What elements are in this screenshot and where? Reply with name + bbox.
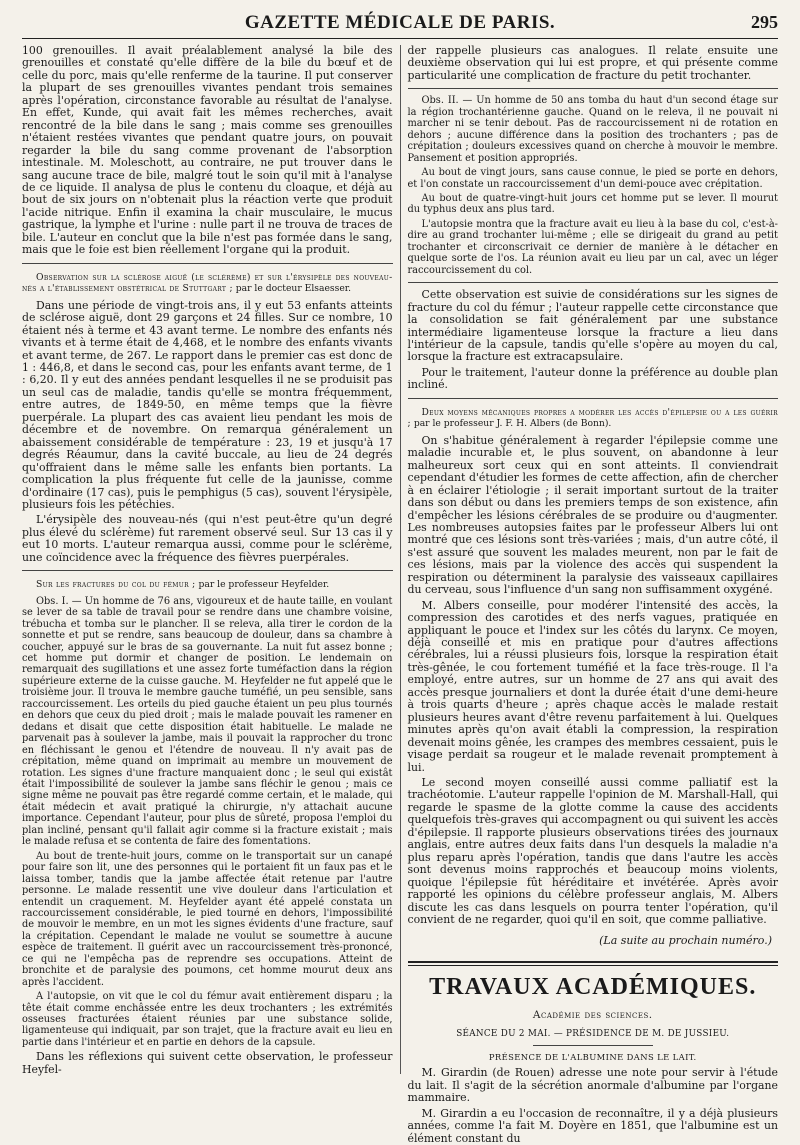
continuation-note: (La suite au prochain numéro.) [599, 934, 772, 948]
subsection-title: PRÉSENCE DE L'ALBUMINE DANS LE LAIT. [488, 1052, 697, 1063]
paragraph: Obs. II. — Un homme de 50 ans tomba du haut d'un second étage sur la région trochantérienne gauche. Quand on le releva, il ne pouvait ni marcher ni se tenir debout. Pas de raccourcissement ni de rotation en dehors ; aucune différence dans la position des trochanters ; pas de crépitation ; douleurs excessives quand on cherche à mouvoir le membre. Pansement et position appropriés. [407, 95, 778, 164]
section-heading-author: par le professeur J. F. H. Albers (de Bonn). [410, 418, 612, 430]
paragraph: A l'autopsie, on vit que le col du fémur avait entièrement disparu ; la tête était comme enchâssée entre les deux trochanters ; les extrémités osseuses fracturées étaient réunies par une substance solide, ligamenteuse qui indiquait, par son trajet, que la fracture avait eu lieu en partie dans l'intérieur et en partie en dehors de la capsule. [22, 991, 393, 1048]
section-divider [408, 88, 779, 89]
paragraph: Dans les réflexions qui suivent cette observation, le professeur Heyfel- [22, 1050, 393, 1076]
section-heading [408, 407, 779, 430]
paragraph: M. Girardin a eu l'occasion de reconnaître, il y a déjà plusieurs années, comme l'a fait M. Doyère en 1851, que l'albumine est un élément constant du [407, 1106, 778, 1145]
section-heading [22, 579, 393, 591]
paragraph: M. Girardin (de Rouen) adresse une note pour servir à l'étude du lait. Il s'agit de la sécrétion anormale d'albumine par l'organe mammaire. [407, 1066, 778, 1105]
paragraph: 100 grenouilles. Il avait préalablement analysé la bile des grenouilles et constaté qu'elle diffère de la bile du bœuf et de celle du porc, mais qu'elle renferme de la taurine. Il put conserver la plupart de ses grenouilles vivantes pendant trois semaines après l'opération, circonstance favorable au résultat de l'analyse. En effet, Kunde, qui avait fait les mêmes recherches, avait rencontré de la bile dans le sang ; mais comme ses grenouilles n'étaient restées vivantes que pendant quatre jours, on pouvait regarder la bile du sang comme provenant de l'absorption intestinale. M. Moleschott, au contraire, ne put trouver dans le sang aucune trace de bile, malgré tout le soin qu'il mit à l'analyse de ce liquide. Il analysa de plus le contenu du cloaque, et déjà au bout de six jours on n'obtenait plus la réaction verte que produit l'acide nitrique. Enfin il examina la chair musculaire, le mucus gastrique, la lymphe et l'urine : nulle part il ne trouva de traces de bile. L'auteur en conclut que la bile n'est pas formée dans le sang, mais que le foie est bien réellement l'organe qui la produit. [22, 44, 393, 257]
section-divider [22, 570, 393, 571]
section-divider [22, 263, 393, 264]
section-heading-author: par le docteur Elsaesser. [232, 283, 352, 295]
section-divider [408, 398, 779, 399]
paragraph: On s'habitue généralement à regarder l'épilepsie comme une maladie incurable et, le plus souvent, on abandonne à leur malheureux sort ceux qui en sont atteints. Il conviendrait cependant d'étudier les formes de cette affection, afin de chercher à en éclairer l'étiologie ; il serait important surtout de la traiter dans son début ou dans les premiers temps de son existence, afin d'empêcher les lésions cérébrales de se produire ou d'augmenter. Les nombreuses autopsies faites par le professeur Albers lui ont montré que ces lésions sont très-variées ; mais, d'un autre côté, il s'est assuré que souvent les malades meurent, non par le fait de ces lésions, mais par la violence des accès qui suspendent la respiration ou déterminent la paralysie des vaisseaux capillaires du cerveau, sous l'influence d'un sang non suffisamment oxygéné. [407, 433, 778, 597]
section-heading [22, 272, 393, 295]
page-number: 295 [751, 12, 778, 32]
page-header [22, 10, 778, 39]
section-divider [408, 282, 779, 283]
section-title: TRAVAUX ACADÉMIQUES. [429, 974, 757, 1001]
journal-title: GAZETTE MÉDICALE DE PARIS. [244, 12, 556, 33]
paragraph: L'érysipèle des nouveau-nés (qui n'est peut-être qu'un degré plus élevé du sclérème) fut rarement observé seul. Sur 13 cas il y eut 10 morts. L'auteur remarqua aussi, comme pour le sclérème, une coïncidence avec la fréquence des fièvres puerpérales. [22, 513, 393, 564]
paragraph: Au bout de vingt jours, sans cause connue, le pied se porte en dehors, et l'on constate un raccourcissement d'un demi-pouce avec crépitation. [407, 167, 778, 190]
columns [22, 44, 778, 1145]
paragraph: M. Albers conseille, pour modérer l'intensité des accès, la compression des carotides et des nerfs vagues, pratiquée en appliquant le pouce et l'index sur les côtés du larynx. Ce moyen, déjà conseillé et mis en pratique pour d'autres affections cérébrales, lui a réussi plusieurs fois, lorsque la respiration était très-gênée, le cou fortement tuméfié et la face très-rouge. Il l'a employé, entre autres, sur un homme de 27 ans qui avait des accès presque journaliers et dont la durée était d'une demi-heure à trois quarts d'heure ; après chaque accès le malade restait plusieurs heures avant d'être revenu parfaitement à lui. Quelques minutes après qu'on avait établi la compression, la respiration devenait moins gênée, les crampes des membres cessaient, puis le visage perdait sa rougeur et le malade revenait promptement à lui. [407, 598, 778, 774]
paragraph: Le second moyen conseillé aussi comme palliatif est la trachéotomie. L'auteur rappelle l'opinion de M. Marshall-Hall, qui regarde le spasme de la glotte comme la cause des accidents quelquefois très-graves qui accompagnent ou qui suivent les accès d'épilepsie. Il rapporte plusieurs observations tirées des journaux anglais, entre autres deux faits dans l'un desquels la maladie n'a plus reparu après l'opération, tandis que dans l'autre les accès sont devenus moins rapprochés et beaucoup moins violents, quoique l'épilepsie fût héréditaire et invétérée. Après avoir rapporté les opinions du célèbre professeur anglais, M. Albers discute les cas dans lesquels on pourra tenter l'opération, qu'il convient de ne regarder, quoi qu'il en soit, que comme palliative. [407, 776, 778, 926]
paragraph: Au bout de quatre-vingt-huit jours cet homme put se lever. Il mourut du typhus deux ans plus tard. [407, 192, 778, 216]
paragraph: Dans une période de vingt-trois ans, il y eut 53 enfants atteints de sclérose aiguë, dont 29 garçons et 24 filles. Sur ce nombre, 10 étaient nés à terme et 43 avant terme. Le nombre des enfants nés vivants et à terme était de 4,468, et le nombre des enfants vivants et avant terme, de 267. Le rapport dans le premier cas est donc de 1 : 446,8, et dans le second cas, pour les enfants avant terme, de 1 : 6,20. Il y eut des années pendant lesquelles il ne se produisit pas un seul cas de maladie, tandis qu'elle se montra fréquemment, entre autres, de 1849-50, en même temps que la fièvre puerpérale. La plupart des cas avaient lieu pendant les mois de décembre et de novembre. On remarqua généralement un abaissement considérable de température : 23, 19 et jusqu'à 17 degrés Réaumur, dans la cavité buccale, au lieu de 24 degrés qu'offraient dans le même salle les enfants bien portants. La complication la plus fréquente fut celle de la jaunisse, comme d'ordinaire (17 cas), puis le pemphigus (5 cas), souvent l'érysipèle, plusieurs fois les pétéchies. [22, 298, 393, 511]
session-line: SÉANCE DU 2 MAI. — PRÉSIDENCE DE M. DE JUSSIEU. [456, 1029, 730, 1040]
section-heading-title: Sur les fractures du col du fémur ; [36, 579, 196, 591]
section-heading-title: Observation sur la sclérose aiguë (le sclérème) et sur l'érysipèle des nouveau-nés a l'établissement obstétrical de Stuttgart ; [22, 271, 393, 295]
paragraph: L'autopsie montra que la fracture avait eu lieu à la base du col, c'est-à-dire au grand trochanter lui-même ; elle se dirigeait du grand au petit trochanter et circonscrivait ce dernier de manière à le détacher en quelque sorte de l'os. La réunion avait eu lieu par un cal, avec un léger raccourcissement du col. [407, 218, 778, 276]
section-heading-author: par le professeur Heyfelder. [195, 579, 330, 591]
section-subtitle: Académie des sciences. [532, 1009, 653, 1022]
paragraph: Cette observation est suivie de considérations sur les signes de fracture du col du fémur ; l'auteur rappelle cette circonstance que la consolidation se fait généralement par une substance intermédiaire ligamenteuse lorsque la fracture a lieu dans l'intérieur de la capsule, tandis qu'elle s'opère au moyen du cal, lorsque la fracture est extracapsulaire. [407, 288, 778, 364]
paragraph: der rappelle plusieurs cas analogues. Il relate ensuite une deuxième observation qui lui est propre, et qui présente comme particularité une complication de fracture du petit trochanter. [407, 44, 778, 82]
paragraph: Obs. I. — Un homme de 76 ans, vigoureux et de haute taille, en voulant se lever de sa table de travail pour se rendre dans une chambre voisine, trébucha et tomba sur le plancher. Il se releva, alla tirer le cordon de la sonnette et put se rendre, sans beaucoup de douleur, dans sa chambre à coucher, appuyé sur le bras de sa gouvernante. La nuit fut assez bonne ; cet homme put dormir et changer de position. Le lendemain on remarquait des sugillations et une assez forte tuméfaction dans la région supérieure externe de la cuisse gauche. M. Heyfelder ne fut appelé que le troisième jour. Il trouva le membre gauche tuméfié, un peu sensible, sans raccourcissement. Les orteils du pied gauche étaient un peu plus tournés en dehors que ceux du pied droit ; mais le malade pouvait les ramener en dedans et disait que cette disposition était habituelle. Le malade ne parvenait pas à soulever la jambe, mais il pouvait la rapprocher du tronc en fléchissant le genou et l'étendre de nouveau. Il n'y avait pas de crépitation, même quand on imprimait au membre un mouvement de rotation. Les signes d'une fracture manquaient donc ; le seul qui existât était l'impossibilité de soulever la jambe sans fléchir le genou ; mais ce signe même ne pouvait pas être regardé comme certain, et le malade, qui était médecin et avait pratiqué la chirurgie, n'y attachait aucune importance. Cependant l'auteur, pour plus de sûreté, proposa l'emploi du plan incliné, pensant qu'il fallait agir comme si la fracture existait ; mais le malade refusa et se contenta de faire des fomentations. [22, 595, 393, 848]
paragraph: Pour le traitement, l'auteur donne la préférence au double plan incliné. [407, 365, 778, 392]
paragraph: Au bout de trente-huit jours, comme on le transportait sur un canapé pour faire son lit, une des personnes qui le portaient fit un faux pas et le laissa tomber, tandis que la jambe affectée était retenue par l'autre personne. Le malade ressentit une vive douleur dans l'articulation et entendit un craquement. M. Heyfelder ayant été appelé constata un raccourcissement considérable, le pied tourné en dehors, l'impossibilité de mouvoir le membre, en un mot les signes évidents d'une fracture, sauf la crépitation. Cependant le malade ne voulut se soumettre à aucune espèce de traitement. Il guérit avec un raccourcissement très-prononcé, ce qui ne l'empêcha pas de reprendre ses occupations. Atteint de bronchite et de paralysie des poumons, cet homme mourut deux ans après l'accident. [22, 850, 393, 988]
section-heading-title: Deux moyens mécaniques propres a modérer les accès d'épilepsie ou a les guérir ; [407, 406, 778, 430]
left-column [22, 45, 401, 1074]
right-column [401, 44, 779, 1145]
short-divider [533, 1045, 653, 1046]
section-double-rule [408, 961, 779, 966]
